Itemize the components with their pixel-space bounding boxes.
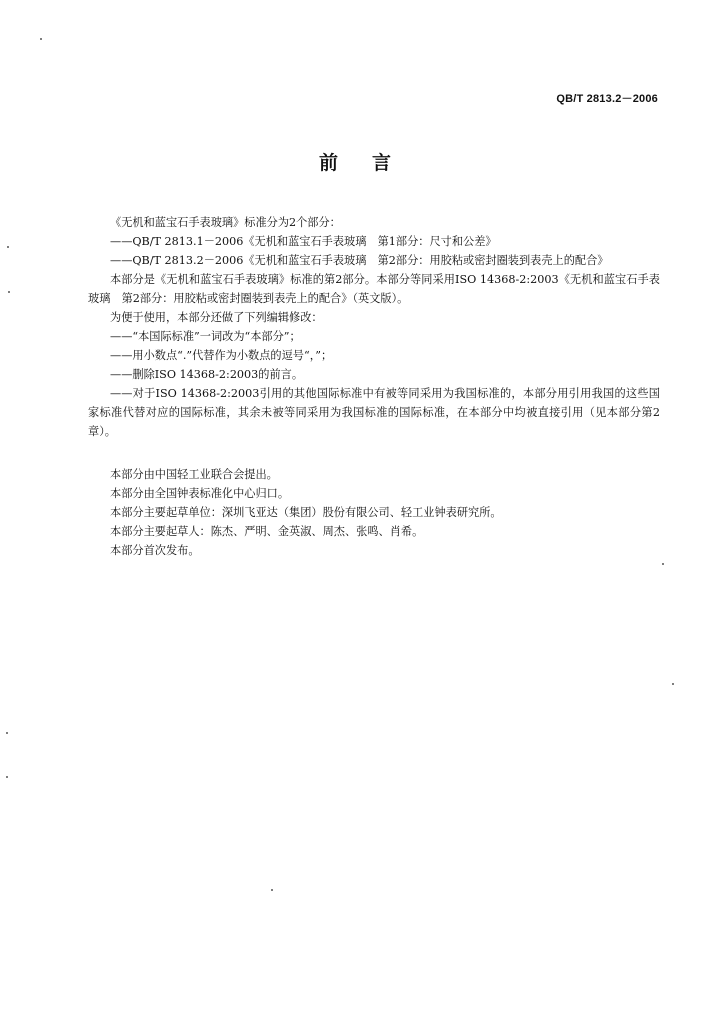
- scan-speck: [6, 776, 8, 778]
- edits-intro-paragraph: 为便于使用，本部分还做了下列编辑修改：: [110, 311, 323, 324]
- edit-item-3: ——删除ISO 14368-2:2003的前言。: [110, 368, 304, 381]
- centralized-by-line: 本部分由全国钟表标准化中心归口。: [110, 487, 290, 500]
- foreword-body: [88, 213, 660, 560]
- scan-speck: [40, 38, 42, 40]
- scan-speck: [271, 889, 273, 891]
- intro-paragraph: 《无机和蓝宝石手表玻璃》标准分为2个部分：: [110, 216, 341, 229]
- equivalence-paragraph: 本部分是《无机和蓝宝石手表玻璃》标准的第2部分。本部分等同采用ISO 14368-2:2003《无机和蓝宝石手表玻璃 第2部分：用胶粘或密封圈装到表壳上的配合》（英文版）。: [88, 273, 660, 305]
- drafting-units-line: 本部分主要起草单位：深圳飞亚达（集团）股份有限公司、轻工业钟表研究所。: [110, 506, 502, 519]
- first-release-line: 本部分首次发布。: [110, 544, 200, 557]
- scan-speck: [8, 291, 10, 293]
- standard-code: QB/T 2813.2－2006: [556, 93, 658, 105]
- proposed-by-line: 本部分由中国轻工业联合会提出。: [110, 468, 278, 481]
- section-spacer: [88, 441, 660, 465]
- part-2-list-item: ——QB/T 2813.2－2006《无机和蓝宝石手表玻璃 第2部分：用胶粘或密封圈装到表壳上的配合》: [110, 254, 609, 267]
- edit-item-1: ——“本国际标准”一词改为“本部分”；: [110, 330, 301, 343]
- scan-speck: [662, 563, 664, 565]
- scan-speck: [6, 732, 8, 734]
- page-title: 前言: [318, 152, 425, 174]
- edit-item-2: ——用小数点“.”代替作为小数点的逗号“，”；: [110, 349, 333, 362]
- scan-speck: [672, 683, 674, 685]
- drafters-line: 本部分主要起草人：陈杰、严明、金英淑、周杰、张鸣、肖希。: [110, 525, 424, 538]
- edit-item-4: ——对于ISO 14368-2:2003引用的其他国际标准中有被等同采用为我国标准的，本部分用引用我国的这些国家标准代替对应的国际标准，其余未被等同采用为我国标准的国际标准，在本部分中均被直接引用（见本部分第2章）。: [88, 387, 660, 438]
- scan-speck: [7, 246, 9, 248]
- part-1-list-item: ——QB/T 2813.1－2006《无机和蓝宝石手表玻璃 第1部分：尺寸和公差》: [110, 235, 497, 248]
